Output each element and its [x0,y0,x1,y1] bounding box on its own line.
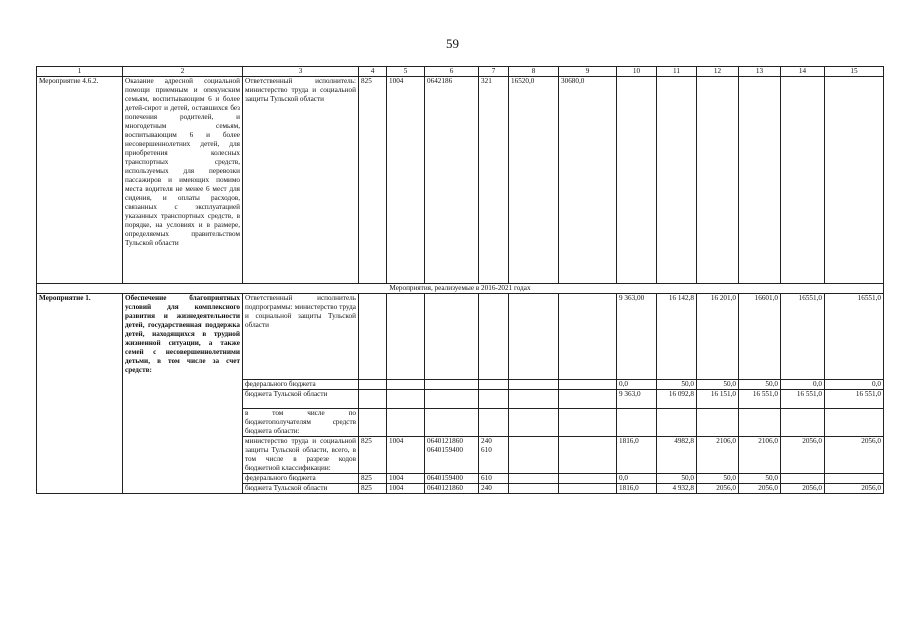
cell-c10 [617,409,657,437]
funding-source: бюджета Тульской области [243,484,359,494]
cell-c6 [425,409,479,437]
cell-c5: 1004 [387,474,425,484]
program-table [36,66,884,494]
cell-c15: 2056,0 [825,484,884,494]
cell-c6 [425,380,479,390]
cell-c4: 825 [359,484,387,494]
cell-c9 [559,474,617,484]
cell-c11: 16 142,8 [657,294,697,380]
funding-source: министерство труда и социальной защиты Тульской области, всего, в том числе в разрезе кодов бюджетной классификации: [243,437,359,474]
table-row-measure-4-6-2 [37,77,884,284]
cell-c7 [479,409,509,437]
cell-c11: 50,0 [657,380,697,390]
cell-c4: 825 [359,474,387,484]
cell-c10: 1816,0 [617,484,657,494]
col-num: 15 [825,67,884,77]
cell-c8 [509,484,559,494]
cell-c7: 610 [479,474,509,484]
cell-c15 [825,409,884,437]
cell-c6: 0642186 [425,77,479,284]
cell-c11: 4 932,8 [657,484,697,494]
col-num: 9 [559,67,617,77]
section-title-row [37,284,884,294]
cell-c13: 50,0 [739,474,781,484]
cell-c6 [425,390,479,409]
cell-c4 [359,294,387,380]
responsible-executor: Ответственный исполнитель: министерство труда и социальной защиты Тульской области [243,77,359,284]
cell-c5 [387,409,425,437]
cell-c5 [387,294,425,380]
col-num: 5 [387,67,425,77]
measure-description: Оказание адресной социальной помощи приемным и опекунским семьям, воспитывающим 6 и более детей-сирот и детей, оставшихся без попечения родителей, и многодетным семьям, воспитывающим 6 и более несовершеннолетних детей, для приобретения колесных транспортных средств, используемых для перевозки пассажиров и имеющих помимо места водителя не менее 6 мест для сидения, и оплаты расходов, связанных с эксплуатацией указанных транспортных средств, в порядке, на условиях и в размере, определяемых правительством Тульской области [123,77,243,284]
funding-source: федерального бюджета [243,474,359,484]
table-row [37,294,884,380]
cell-c8 [509,437,559,474]
cell-c7: 321 [479,77,509,284]
cell-c11: 16 092,8 [657,390,697,409]
col-num: 8 [509,67,559,77]
cell-c9 [559,390,617,409]
cell-c8: 16520,0 [509,77,559,284]
col-num: 7 [479,67,509,77]
cell-c4 [359,409,387,437]
cell-c13: 2106,0 [739,437,781,474]
cell-c14: 2056,0 [781,437,825,474]
cell-c13 [739,409,781,437]
cell-c12: 2106,0 [697,437,739,474]
funding-source: бюджета Тульской области [243,390,359,409]
cell-c14: 2056,0 [781,484,825,494]
cell-c4 [359,380,387,390]
funding-source: в том числе по бюджетополучателям средств бюджета области: [243,409,359,437]
funding-source: федерального бюджета [243,380,359,390]
cell-c8 [509,380,559,390]
cell-c10: 9 363,00 [617,294,657,380]
cell-c13: 2056,0 [739,484,781,494]
cell-c9 [559,380,617,390]
measure-id: Мероприятие 4.6.2. [37,77,123,284]
cell-c13: 50,0 [739,380,781,390]
cell-c10: 0,0 [617,380,657,390]
col-num: 13 [739,67,781,77]
cell-c4: 825 [359,437,387,474]
cell-c15: 16 551,0 [825,390,884,409]
section-title: Мероприятия, реализуемые в 2016-2021 годах [37,284,884,294]
cell-c6: 0640121860 [425,484,479,494]
cell-c14 [781,474,825,484]
cell-c9 [559,437,617,474]
cell-c15: 2056,0 [825,437,884,474]
cell-c7: 240 [479,484,509,494]
cell-c14: 16551,0 [781,294,825,380]
cell-c12: 16 151,0 [697,390,739,409]
cell-c9 [559,294,617,380]
cell-c7 [479,380,509,390]
col-num: 3 [243,67,359,77]
cell-c13: 16601,0 [739,294,781,380]
col-num: 12 [697,67,739,77]
cell-c12: 16 201,0 [697,294,739,380]
cell-c11: 4982,8 [657,437,697,474]
cell-c7 [479,390,509,409]
cell-c10: 1816,0 [617,437,657,474]
col-num: 14 [781,67,825,77]
cell-c9 [559,409,617,437]
column-number-row [37,67,884,77]
cell-c14: 0,0 [781,380,825,390]
cell-c5 [387,390,425,409]
cell-c15: 16551,0 [825,294,884,380]
cell-c7 [479,294,509,380]
cell-c13: 16 551,0 [739,390,781,409]
cell-c9 [559,484,617,494]
cell-c11 [657,409,697,437]
cell-c9: 30680,0 [559,77,617,284]
measure-id: Мероприятие 1. [37,294,123,494]
col-num: 4 [359,67,387,77]
cell-c8 [509,294,559,380]
col-num: 11 [657,67,697,77]
cell-c14 [781,409,825,437]
cell-c15: 0,0 [825,380,884,390]
cell-c11: 50,0 [657,474,697,484]
cell-c6: 0640159400 [425,474,479,484]
cell-c10: 9 363,0 [617,390,657,409]
cell-c8 [509,474,559,484]
cell-c5: 1004 [387,437,425,474]
cell-c14: 16 551,0 [781,390,825,409]
funding-source: Ответственный исполнитель подпрограммы: министерство труда и социальной защиты Тульской области [243,294,359,380]
col-num: 2 [123,67,243,77]
col-num: 10 [617,67,657,77]
cell-c12: 50,0 [697,380,739,390]
cell-c4: 825 [359,77,387,284]
cell-c7: 240 610 [479,437,509,474]
measure-description: Обеспечение благоприятных условий для комплексного развития и жизнедеятельности детей, государственная поддержка детей, находящихся в трудной жизненной ситуации, а также семей с несовершеннолетними детьми, в том числе за счет средств: [123,294,243,494]
measure-1-block [37,294,884,494]
cell-c6 [425,294,479,380]
cell-c6: 0640121860 0640159400 [425,437,479,474]
cell-c8 [509,390,559,409]
cell-c4 [359,390,387,409]
cell-c12 [697,409,739,437]
cell-c8 [509,409,559,437]
col-num: 1 [37,67,123,77]
cell-c5: 1004 [387,77,425,284]
cell-c12: 50,0 [697,474,739,484]
page-number: 59 [446,36,459,51]
col-num: 6 [425,67,479,77]
cell-c15 [825,474,884,484]
cell-c5 [387,380,425,390]
cell-c5: 1004 [387,484,425,494]
cell-c10: 0,0 [617,474,657,484]
cell-c12: 2056,0 [697,484,739,494]
